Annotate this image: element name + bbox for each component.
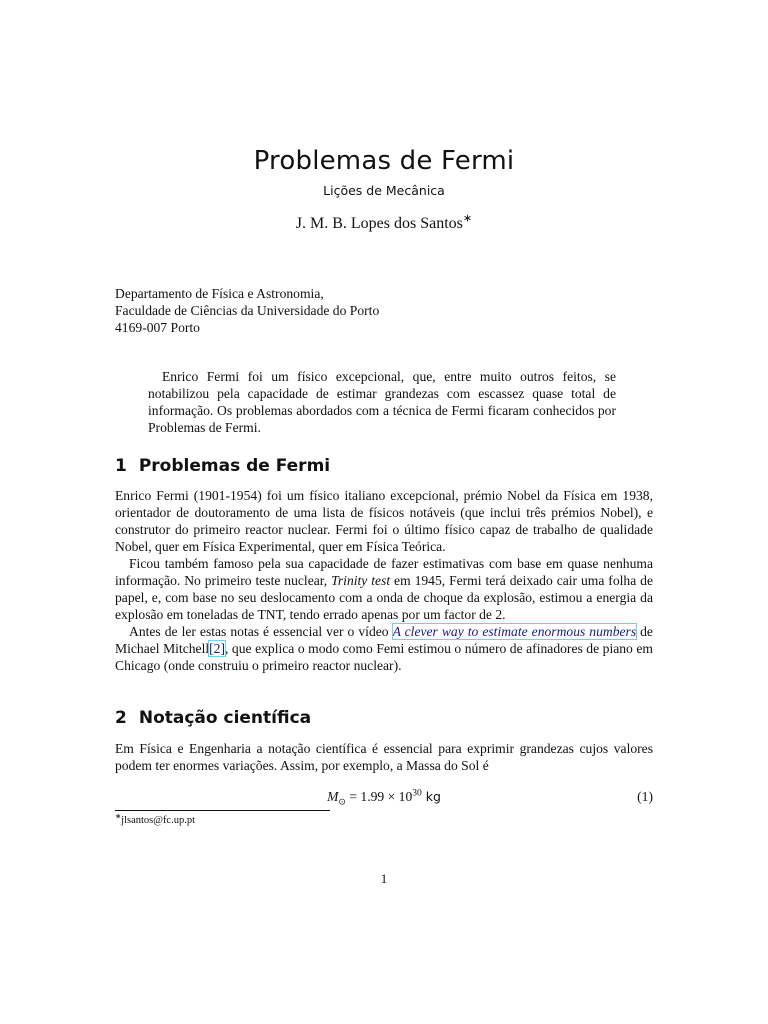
section-2-heading: [115, 708, 311, 728]
paragraph-3-text-a: Antes de ler estas notas é essencial ver o vídeo: [129, 624, 393, 639]
equation-lhs: M: [327, 789, 339, 804]
abstract-text: Enrico Fermi foi um físico excepcional, que, entre muito outros feitos, se notabilizou pela capacidade de estimar grandezas com escassez quase total de informação. Os problemas abordados com a técnica de Fermi ficaram conhecidos por Problemas de Fermi.: [148, 369, 616, 435]
section-1-paragraph-1: Enrico Fermi (1901-1954) foi um físico italiano excepcional, prémio Nobel da Física em 1938, orientador de doutoramento de uma lista de físicos notáveis (que inclui três prémios Nobel), e construtor do primeiro reactor nuclear. Fermi foi o último físico capaz de trabalho de qualidade Nobel, quer em Física Experimental, quer em Física Teórica.: [115, 488, 653, 554]
footnote-rule: [115, 810, 330, 811]
paragraph-3-text-b: de Michael Mitchell: [115, 624, 653, 656]
equation-1: [115, 789, 653, 809]
affiliation-line-1: Departamento de Física e Astronomia,: [115, 286, 324, 301]
paragraph-3-text-c: , que explica o modo como Femi estimou o número de afinadores de piano em Chicago (onde construiu o primeiro reactor nuclear).: [115, 641, 653, 673]
section-1-heading: [115, 456, 330, 476]
section-2-paragraph-1: Em Física e Engenharia a notação científica é essencial para exprimir grandezas cujos valores podem ter enormes variações. Assim, por exemplo, a Massa do Sol é: [115, 741, 653, 773]
paragraph-2-text-b: em 1945, Fermi terá deixado cair uma folha de papel, e, com base no seu deslocamento com a onda de choque da explosão, estimou a energia da explosão em toneladas de TNT, tendo errado apenas por um factor de 2.: [115, 573, 653, 622]
section-1-number: 1: [115, 456, 127, 476]
trinity-test-italic: Trinity test: [331, 573, 391, 588]
paper-subtitle: Lições de Mecânica: [323, 183, 445, 198]
author-line: [0, 212, 768, 233]
equation-number[interactable]: (1): [637, 789, 653, 804]
abstract: [148, 368, 616, 436]
equation-unit: kg: [421, 789, 441, 804]
section-2-number: 2: [115, 708, 127, 728]
equation-rhs: = 1.99 × 10: [345, 789, 413, 804]
citation-link[interactable]: [2]: [209, 641, 225, 656]
footnote-email: jlsantos@fc.up.pt: [121, 815, 195, 826]
affiliation: [115, 285, 655, 336]
section-2-title: Notação científica: [138, 708, 312, 728]
paper-title: Problemas de Fermi: [253, 146, 515, 176]
section-1-title: Problemas de Fermi: [138, 456, 331, 476]
section-1-body: [115, 487, 653, 674]
footnote: [115, 811, 195, 826]
section-1-paragraph-3: [115, 623, 653, 674]
section-1-paragraph-2: [115, 555, 653, 623]
affiliation-line-2: Faculdade de Ciências da Universidade do Porto: [115, 303, 380, 318]
author-footnote-mark[interactable]: ∗: [462, 212, 473, 225]
page-number: 1: [380, 871, 388, 886]
sun-symbol: ⊙: [338, 796, 346, 807]
equation-1-expression: [115, 789, 653, 808]
affiliation-line-3: 4169-007 Porto: [115, 320, 200, 335]
equation-exponent: 30: [412, 788, 422, 799]
paragraph-2-text-a: Ficou também famoso pela sua capacidade de fazer estimativas com base em quase nenhuma informação. No primeiro teste nuclear,: [115, 556, 653, 588]
section-2-body: [115, 740, 653, 774]
video-link[interactable]: A clever way to estimate enormous numbers: [392, 624, 637, 639]
author-name: J. M. B. Lopes dos Santos: [295, 215, 463, 232]
footnote-mark: ∗: [115, 811, 122, 821]
